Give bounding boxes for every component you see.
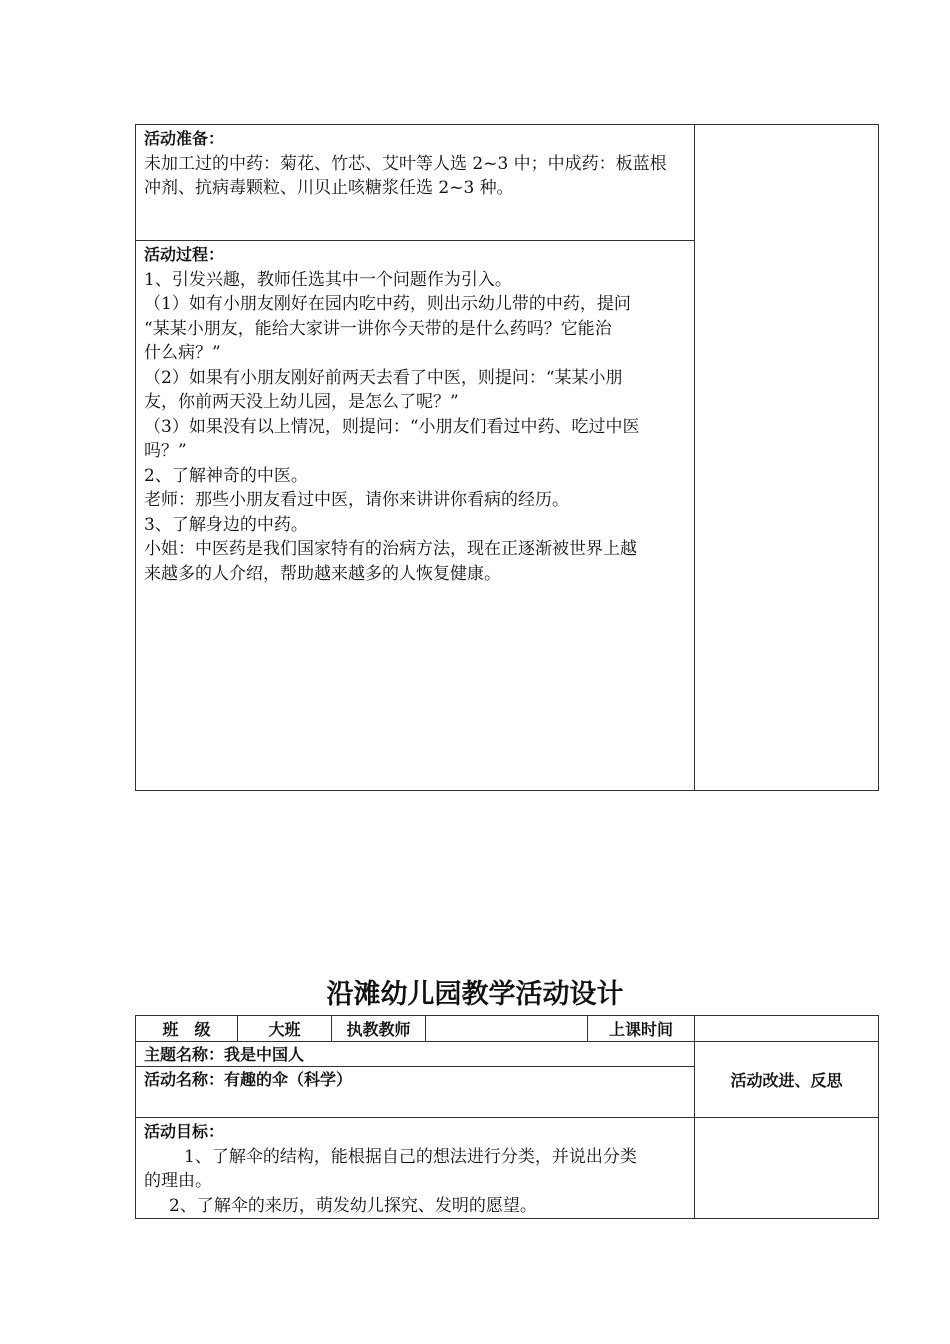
goals-heading: 活动目标： <box>144 1122 225 1141</box>
activity-name: 活动名称：有趣的伞（科学） <box>144 1070 353 1089</box>
prep-section <box>144 127 692 201</box>
time-value <box>695 1016 878 1041</box>
process-line: 吗？” <box>144 441 187 461</box>
process-line: 友，你前两天没上幼儿园，是怎么了呢？” <box>144 392 459 412</box>
prep-heading: 活动准备： <box>144 129 225 148</box>
process-section <box>144 243 692 586</box>
time-label: 上课时间 <box>608 1020 673 1039</box>
table1-row-divider <box>135 240 695 241</box>
teacher-label: 执教教师 <box>346 1020 411 1039</box>
process-line: 什么病？” <box>144 343 221 363</box>
reflection-label: 活动改进、反思 <box>730 1071 843 1090</box>
table1-divider <box>694 124 695 791</box>
process-line: 2、了解神奇的中医。 <box>144 465 308 486</box>
process-line: （2）如果有小朋友刚好前两天去看了中医，则提问：“某某小朋 <box>144 367 623 388</box>
page-title: 沿滩幼儿园教学活动设计 <box>326 979 624 1010</box>
goals-line: 1、了解伞的结构，能根据自己的想法进行分类，并说出分类 <box>184 1146 637 1167</box>
process-line: （3）如果没有以上情况，则提问：“小朋友们看过中药、吃过中医 <box>144 416 640 437</box>
process-line: “某某小朋友，能给大家讲一讲你今天带的是什么药吗？它能治 <box>144 318 612 339</box>
prep-line: 未加工过的中药：菊花、竹芯、艾叶等人选 2~3 中；中成药：板蓝根 <box>144 153 667 174</box>
process-line: 3、了解身边的中药。 <box>144 514 308 535</box>
goals-line: 2、了解伞的来历，萌发幼儿探究、发明的愿望。 <box>169 1195 537 1216</box>
process-line: （1）如有小朋友刚好在园内吃中药，则出示幼儿带的中药，提问 <box>144 294 631 314</box>
table2-theme-divider <box>135 1066 695 1067</box>
class-label: 班 级 <box>162 1020 211 1039</box>
table2-goals-divider <box>135 1117 879 1118</box>
teacher-value <box>426 1016 587 1041</box>
goals-line: 的理由。 <box>144 1171 212 1191</box>
process-line: 小姐：中医药是我们国家特有的治病方法，现在正逐渐被世界上越 <box>144 539 637 559</box>
theme-name: 主题名称：我是中国人 <box>144 1045 305 1064</box>
class-value: 大班 <box>268 1020 301 1039</box>
goals-section <box>144 1120 692 1218</box>
process-line: 老师：那些小朋友看过中医，请你来讲讲你看病的经历。 <box>144 490 569 510</box>
prep-line: 冲剂、抗病毒颗粒、川贝止咳糖浆任选 2~3 种。 <box>144 178 514 198</box>
process-heading: 活动过程： <box>144 245 225 264</box>
process-line: 1、引发兴趣，教师任选其中一个问题作为引入。 <box>144 269 512 290</box>
process-line: 来越多的人介绍，帮助越来越多的人恢复健康。 <box>144 563 501 584</box>
